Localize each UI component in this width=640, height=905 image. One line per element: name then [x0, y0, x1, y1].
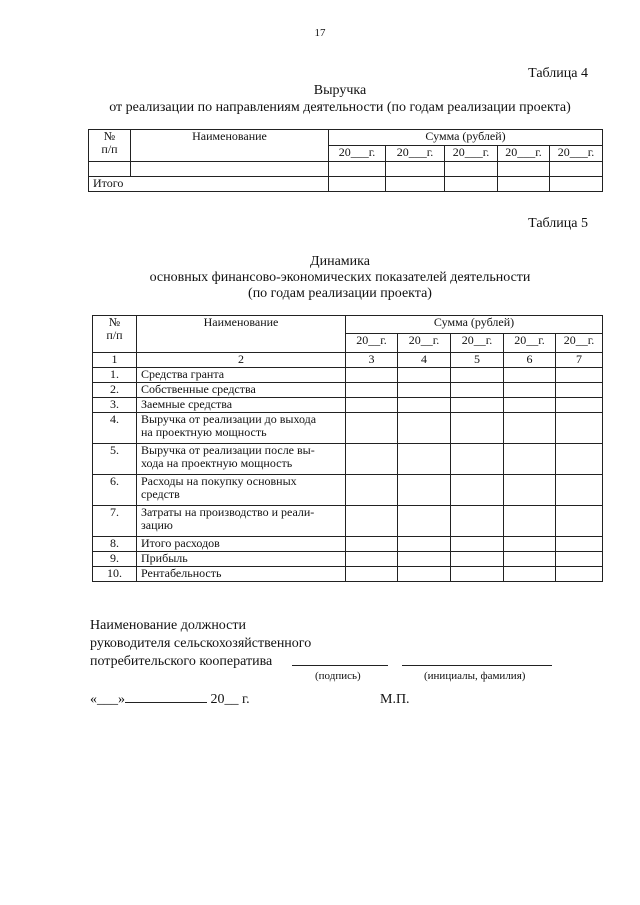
value-cell	[504, 537, 556, 552]
value-cell	[556, 444, 603, 475]
table4-empty-row	[89, 162, 603, 177]
value-cell	[451, 552, 504, 567]
date-month-blank	[125, 692, 207, 703]
table5-year: 20__г.	[504, 334, 556, 353]
value-cell	[346, 444, 398, 475]
col-number: 3	[346, 353, 398, 368]
value-cell	[556, 398, 603, 413]
table5-row	[93, 383, 603, 398]
signatory-position-line2: руководителя сельскохозяйственного	[90, 636, 312, 651]
value-cell	[504, 368, 556, 383]
table5-col-numbers	[93, 353, 603, 368]
col-number: 2	[137, 353, 346, 368]
table4-year: 20___г.	[329, 146, 386, 162]
table5-year: 20__г.	[398, 334, 451, 353]
table4-year: 20___г.	[445, 146, 498, 162]
value-cell	[398, 552, 451, 567]
value-cell	[556, 506, 603, 537]
stamp-placeholder: М.П.	[380, 692, 410, 707]
value-cell	[346, 537, 398, 552]
value-cell	[556, 413, 603, 444]
value-cell	[398, 383, 451, 398]
value-cell	[504, 383, 556, 398]
table5-subtitle-2: (по годам реализации проекта)	[248, 286, 432, 301]
row-number: 10.	[93, 567, 137, 582]
row-name: Прибыль	[137, 552, 346, 567]
table4-year: 20___г.	[386, 146, 445, 162]
value-cell	[504, 506, 556, 537]
value-cell	[556, 567, 603, 582]
value-cell	[504, 444, 556, 475]
value-cell	[556, 552, 603, 567]
value-cell	[556, 383, 603, 398]
signatory-position-line3: потребительского кооператива	[90, 654, 273, 669]
row-name: Выручка от реализации до выхода на проектную мощность	[137, 413, 346, 444]
value-cell	[451, 567, 504, 582]
value-cell	[504, 552, 556, 567]
table5-row	[93, 475, 603, 506]
table4-subtitle: от реализации по направлениям деятельности (по годам реализации проекта)	[109, 100, 571, 115]
table5-row	[93, 552, 603, 567]
row-number: 1.	[93, 368, 137, 383]
date-field	[90, 692, 250, 708]
value-cell	[398, 444, 451, 475]
table5-subtitle: основных финансово-экономических показателей деятельности	[149, 270, 531, 285]
row-number: 5.	[93, 444, 137, 475]
value-cell	[556, 368, 603, 383]
table4-header-name: Наименование	[131, 130, 329, 162]
row-number: 8.	[93, 537, 137, 552]
value-cell	[346, 368, 398, 383]
table4-year: 20___г.	[498, 146, 550, 162]
table4-year: 20___г.	[550, 146, 603, 162]
col-number: 1	[93, 353, 137, 368]
row-number: 4.	[93, 413, 137, 444]
table5-year: 20__г.	[451, 334, 504, 353]
signatory-position-line1: Наименование должности	[90, 618, 246, 633]
value-cell	[504, 475, 556, 506]
value-cell	[504, 413, 556, 444]
signature-caption: (подпись)	[315, 670, 361, 682]
table4-title: Выручка	[313, 83, 367, 98]
table4-total-label: Итого	[89, 177, 329, 192]
row-name: Заемные средства	[137, 398, 346, 413]
table5-row	[93, 567, 603, 582]
table5-row	[93, 506, 603, 537]
name-caption: (инициалы, фамилия)	[424, 670, 526, 682]
value-cell	[451, 368, 504, 383]
value-cell	[346, 383, 398, 398]
table5-row	[93, 537, 603, 552]
value-cell	[346, 567, 398, 582]
value-cell	[398, 506, 451, 537]
row-number: 6.	[93, 475, 137, 506]
value-cell	[346, 475, 398, 506]
col-number: 5	[451, 353, 504, 368]
table5-header-num: № п/п	[93, 316, 137, 353]
table4-header-sum: Сумма (рублей)	[329, 130, 603, 146]
table5-header-sum: Сумма (рублей)	[346, 316, 603, 334]
table4	[88, 129, 603, 192]
value-cell	[504, 567, 556, 582]
row-name: Итого расходов	[137, 537, 346, 552]
col-number: 6	[504, 353, 556, 368]
value-cell	[346, 506, 398, 537]
table5-row	[93, 398, 603, 413]
value-cell	[451, 398, 504, 413]
row-name: Выручка от реализации после вы- хода на проектную мощность	[137, 444, 346, 475]
value-cell	[556, 475, 603, 506]
name-line	[402, 665, 552, 666]
row-number: 3.	[93, 398, 137, 413]
table5-label: Таблица 5	[528, 216, 588, 231]
date-day: «___»	[90, 692, 125, 707]
table4-header-num: № п/п	[89, 130, 131, 162]
table5-row	[93, 368, 603, 383]
table5-row	[93, 413, 603, 444]
table5-year: 20__г.	[556, 334, 603, 353]
value-cell	[451, 413, 504, 444]
value-cell	[451, 506, 504, 537]
value-cell	[451, 444, 504, 475]
value-cell	[398, 413, 451, 444]
row-number: 9.	[93, 552, 137, 567]
value-cell	[398, 368, 451, 383]
value-cell	[346, 413, 398, 444]
value-cell	[398, 475, 451, 506]
table5-year: 20__г.	[346, 334, 398, 353]
row-name: Затраты на производство и реали- зацию	[137, 506, 346, 537]
row-name: Собственные средства	[137, 383, 346, 398]
table5-row	[93, 444, 603, 475]
row-name: Средства гранта	[137, 368, 346, 383]
table5-header-name: Наименование	[137, 316, 346, 353]
row-name: Рентабельность	[137, 567, 346, 582]
value-cell	[398, 398, 451, 413]
value-cell	[504, 398, 556, 413]
value-cell	[398, 567, 451, 582]
row-name: Расходы на покупку основных средств	[137, 475, 346, 506]
table5-title: Динамика	[310, 254, 370, 269]
date-year: 20__ г.	[210, 692, 250, 707]
value-cell	[398, 537, 451, 552]
row-number: 7.	[93, 506, 137, 537]
value-cell	[451, 537, 504, 552]
value-cell	[451, 383, 504, 398]
page-number: 17	[314, 27, 326, 39]
value-cell	[346, 552, 398, 567]
col-number: 7	[556, 353, 603, 368]
signature-line	[292, 665, 388, 666]
value-cell	[556, 537, 603, 552]
table4-label: Таблица 4	[528, 66, 588, 81]
value-cell	[451, 475, 504, 506]
col-number: 4	[398, 353, 451, 368]
table4-total-row	[89, 177, 603, 192]
value-cell	[346, 398, 398, 413]
row-number: 2.	[93, 383, 137, 398]
table5	[92, 315, 603, 582]
